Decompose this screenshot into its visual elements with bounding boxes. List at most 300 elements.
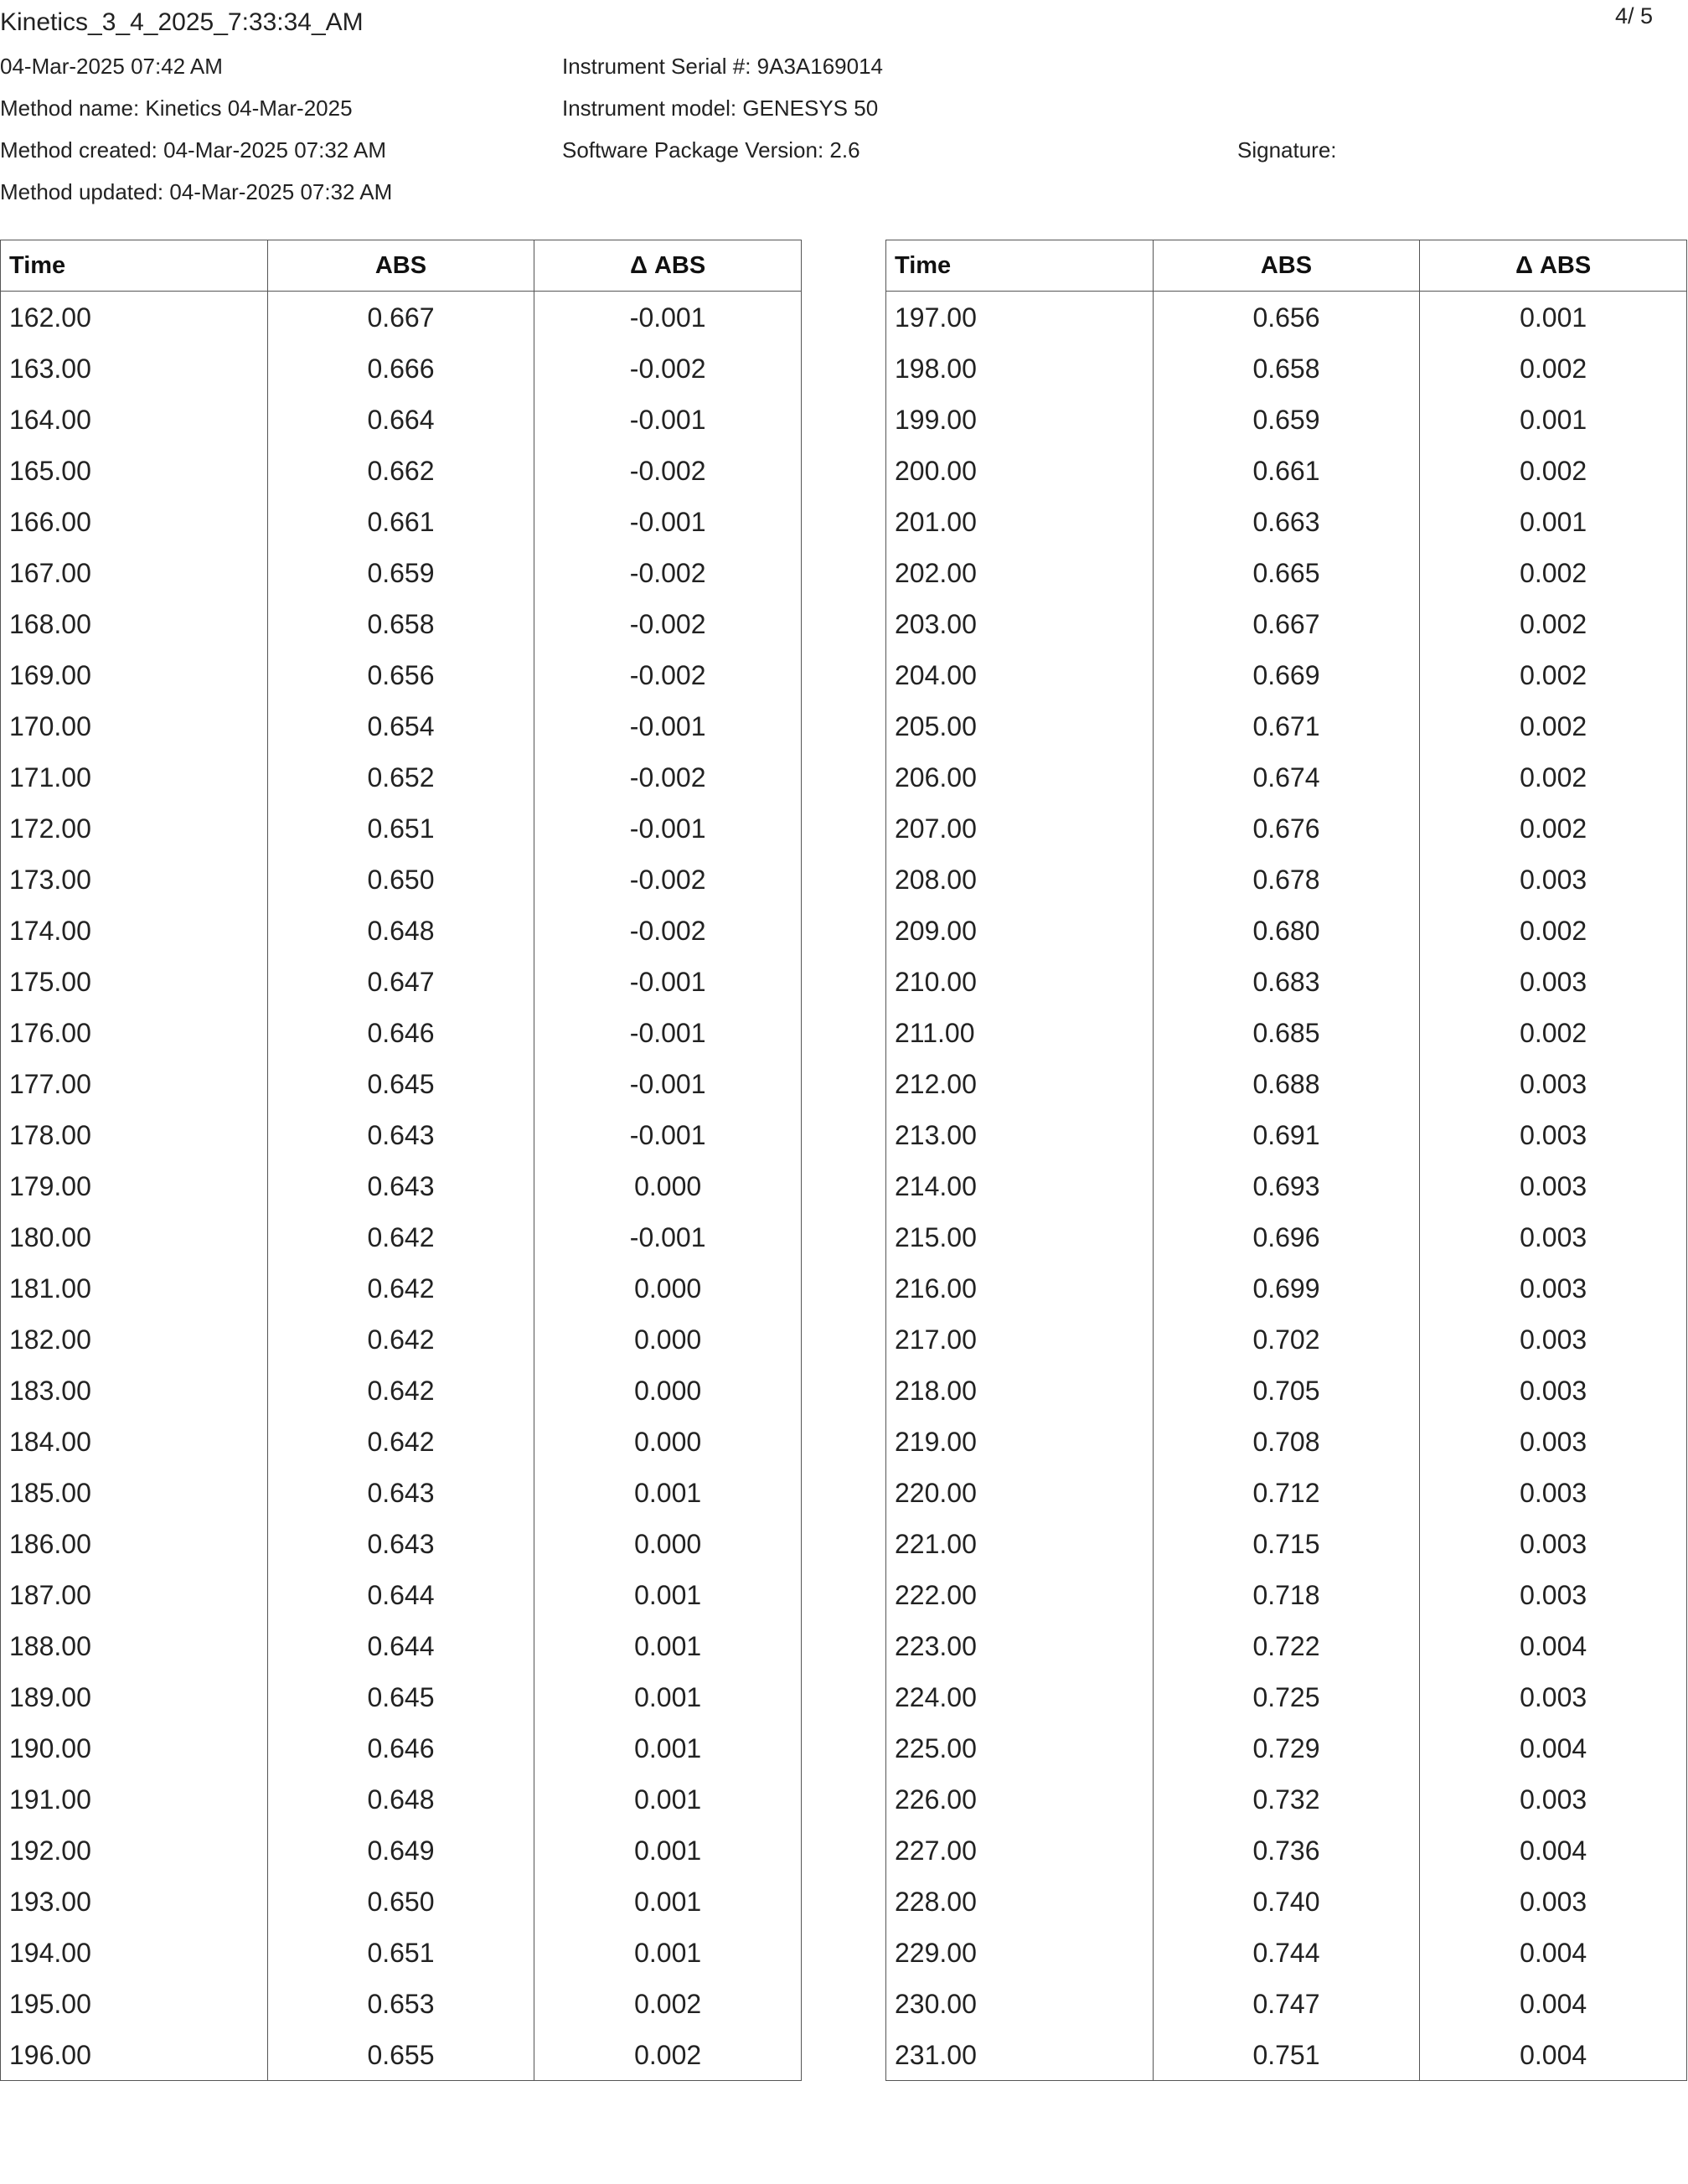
- delta-abs-cell: 0.004: [1420, 1927, 1687, 1978]
- abs-cell: 0.705: [1153, 1365, 1420, 1416]
- abs-cell: 0.693: [1153, 1160, 1420, 1211]
- table-row: [1, 1927, 802, 1978]
- abs-cell: 0.663: [1153, 496, 1420, 547]
- delta-abs-cell: 0.001: [534, 1825, 802, 1876]
- abs-cell: 0.647: [267, 956, 534, 1007]
- delta-abs-cell: 0.004: [1420, 1620, 1687, 1671]
- time-cell: 187.00: [1, 1569, 268, 1620]
- table-row: [1, 1825, 802, 1876]
- time-cell: 198.00: [886, 343, 1154, 394]
- time-cell: 199.00: [886, 394, 1154, 445]
- table-row: [886, 1774, 1687, 1825]
- abs-cell: 0.664: [267, 394, 534, 445]
- table-header-row: [1, 240, 802, 292]
- abs-cell: 0.718: [1153, 1569, 1420, 1620]
- time-cell: 163.00: [1, 343, 268, 394]
- abs-cell: 0.680: [1153, 905, 1420, 956]
- abs-cell: 0.646: [267, 1722, 534, 1774]
- abs-cell: 0.645: [267, 1058, 534, 1109]
- table-row: [886, 1876, 1687, 1927]
- method-created: Method created: 04-Mar-2025 07:32 AM: [0, 137, 387, 163]
- abs-cell: 0.643: [267, 1160, 534, 1211]
- abs-cell: 0.643: [267, 1518, 534, 1569]
- abs-column-header: ABS: [1153, 240, 1420, 292]
- time-cell: 228.00: [886, 1876, 1154, 1927]
- delta-abs-cell: 0.003: [1420, 1058, 1687, 1109]
- delta-abs-cell: 0.002: [1420, 598, 1687, 649]
- delta-abs-cell: -0.002: [534, 649, 802, 700]
- time-cell: 226.00: [886, 1774, 1154, 1825]
- abs-cell: 0.658: [1153, 343, 1420, 394]
- time-cell: 229.00: [886, 1927, 1154, 1978]
- time-cell: 192.00: [1, 1825, 268, 1876]
- table-row: [1, 1365, 802, 1416]
- abs-cell: 0.715: [1153, 1518, 1420, 1569]
- delta-abs-cell: 0.003: [1420, 1365, 1687, 1416]
- delta-abs-cell: 0.003: [1420, 1467, 1687, 1518]
- table-row: [886, 1467, 1687, 1518]
- abs-cell: 0.676: [1153, 803, 1420, 854]
- table-row: [1, 1620, 802, 1671]
- table-row: [1, 1774, 802, 1825]
- table-row: [1, 1160, 802, 1211]
- table-row: [886, 343, 1687, 394]
- table-row: [1, 496, 802, 547]
- table-row: [886, 1416, 1687, 1467]
- time-cell: 190.00: [1, 1722, 268, 1774]
- abs-cell: 0.650: [267, 854, 534, 905]
- delta-abs-cell: 0.002: [1420, 343, 1687, 394]
- abs-cell: 0.659: [267, 547, 534, 598]
- table-row: [886, 496, 1687, 547]
- delta-abs-cell: 0.000: [534, 1416, 802, 1467]
- delta-abs-cell: 0.004: [1420, 1722, 1687, 1774]
- delta-abs-cell: -0.001: [534, 956, 802, 1007]
- instrument-model: Instrument model: GENESYS 50: [562, 96, 879, 121]
- table-row: [886, 1007, 1687, 1058]
- abs-cell: 0.646: [267, 1007, 534, 1058]
- table-row: [886, 956, 1687, 1007]
- table-row: [886, 854, 1687, 905]
- time-cell: 211.00: [886, 1007, 1154, 1058]
- delta-abs-cell: -0.002: [534, 751, 802, 803]
- time-column-header: Time: [886, 240, 1154, 292]
- delta-abs-cell: -0.001: [534, 1007, 802, 1058]
- empty-cell: [534, 2080, 802, 2081]
- abs-cell: 0.725: [1153, 1671, 1420, 1722]
- delta-abs-cell: 0.002: [1420, 649, 1687, 700]
- abs-cell: 0.648: [267, 905, 534, 956]
- table-row: [886, 1058, 1687, 1109]
- time-cell: 183.00: [1, 1365, 268, 1416]
- abs-cell: 0.642: [267, 1262, 534, 1314]
- delta-abs-cell: 0.003: [1420, 1774, 1687, 1825]
- abs-cell: 0.736: [1153, 1825, 1420, 1876]
- delta-abs-cell: 0.001: [534, 1876, 802, 1927]
- table-row: [886, 1518, 1687, 1569]
- delta-abs-cell: 0.003: [1420, 1109, 1687, 1160]
- delta-abs-cell: -0.002: [534, 445, 802, 496]
- abs-cell: 0.652: [267, 751, 534, 803]
- instrument-serial: Instrument Serial #: 9A3A169014: [562, 54, 884, 79]
- page-number: 4/ 5: [1615, 3, 1654, 28]
- time-cell: 191.00: [1, 1774, 268, 1825]
- abs-cell: 0.696: [1153, 1211, 1420, 1262]
- time-cell: 166.00: [1, 496, 268, 547]
- time-cell: 193.00: [1, 1876, 268, 1927]
- delta-abs-cell: 0.001: [534, 1722, 802, 1774]
- delta-abs-cell: 0.002: [1420, 700, 1687, 751]
- time-cell: 162.00: [1, 292, 268, 343]
- delta-abs-cell: -0.001: [534, 496, 802, 547]
- table-row: [886, 1569, 1687, 1620]
- time-cell: 174.00: [1, 905, 268, 956]
- abs-cell: 0.654: [267, 700, 534, 751]
- delta-abs-cell: 0.003: [1420, 1416, 1687, 1467]
- delta-abs-cell: 0.003: [1420, 956, 1687, 1007]
- table-row: [1, 1262, 802, 1314]
- report-datetime: 04-Mar-2025 07:42 AM: [0, 54, 223, 79]
- delta-abs-cell: 0.000: [534, 1160, 802, 1211]
- time-cell: 223.00: [886, 1620, 1154, 1671]
- delta-abs-cell: 0.001: [534, 1620, 802, 1671]
- abs-cell: 0.685: [1153, 1007, 1420, 1058]
- table-row: [1, 1007, 802, 1058]
- data-table-right: [885, 240, 1687, 2081]
- delta-abs-cell: 0.001: [534, 1927, 802, 1978]
- time-cell: 225.00: [886, 1722, 1154, 1774]
- table-row: [1, 1722, 802, 1774]
- delta-abs-cell: 0.000: [534, 1262, 802, 1314]
- table-row: [1, 2029, 802, 2080]
- table-row: [886, 1314, 1687, 1365]
- delta-abs-cell: 0.003: [1420, 1160, 1687, 1211]
- time-cell: 169.00: [1, 649, 268, 700]
- time-cell: 216.00: [886, 1262, 1154, 1314]
- delta-abs-cell: 0.001: [1420, 292, 1687, 343]
- abs-cell: 0.650: [267, 1876, 534, 1927]
- table-row: [886, 649, 1687, 700]
- abs-cell: 0.732: [1153, 1774, 1420, 1825]
- abs-cell: 0.661: [267, 496, 534, 547]
- time-cell: 221.00: [886, 1518, 1154, 1569]
- delta-abs-cell: -0.001: [534, 1109, 802, 1160]
- delta-abs-cell: 0.001: [1420, 394, 1687, 445]
- table-header-row: [886, 240, 1687, 292]
- delta-abs-cell: -0.002: [534, 905, 802, 956]
- time-cell: 188.00: [1, 1620, 268, 1671]
- delta-abs-column-header: Δ ABS: [1420, 240, 1687, 292]
- table-row: [886, 1160, 1687, 1211]
- time-cell: 170.00: [1, 700, 268, 751]
- time-cell: 218.00: [886, 1365, 1154, 1416]
- time-cell: 227.00: [886, 1825, 1154, 1876]
- delta-abs-cell: 0.001: [534, 1569, 802, 1620]
- table-row: [886, 1927, 1687, 1978]
- table-row: [1, 905, 802, 956]
- abs-cell: 0.702: [1153, 1314, 1420, 1365]
- delta-abs-cell: 0.003: [1420, 1314, 1687, 1365]
- time-cell: 202.00: [886, 547, 1154, 598]
- abs-cell: 0.666: [267, 343, 534, 394]
- time-cell: 230.00: [886, 1978, 1154, 2029]
- time-cell: 219.00: [886, 1416, 1154, 1467]
- abs-cell: 0.678: [1153, 854, 1420, 905]
- delta-abs-cell: 0.000: [534, 1365, 802, 1416]
- abs-cell: 0.740: [1153, 1876, 1420, 1927]
- time-cell: 231.00: [886, 2029, 1154, 2080]
- time-cell: 179.00: [1, 1160, 268, 1211]
- abs-cell: 0.659: [1153, 394, 1420, 445]
- time-cell: 194.00: [1, 1927, 268, 1978]
- delta-abs-cell: 0.002: [1420, 751, 1687, 803]
- delta-abs-column-header: Δ ABS: [534, 240, 802, 292]
- abs-cell: 0.708: [1153, 1416, 1420, 1467]
- abs-cell: 0.712: [1153, 1467, 1420, 1518]
- table-row: [1, 649, 802, 700]
- delta-abs-cell: 0.002: [534, 2029, 802, 2080]
- table-row: [1, 854, 802, 905]
- delta-abs-cell: -0.001: [534, 1211, 802, 1262]
- table-row: [1, 1467, 802, 1518]
- time-cell: 200.00: [886, 445, 1154, 496]
- delta-abs-cell: 0.003: [1420, 854, 1687, 905]
- table-row: [886, 1825, 1687, 1876]
- abs-cell: 0.643: [267, 1109, 534, 1160]
- method-name: Method name: Kinetics 04-Mar-2025: [0, 96, 353, 121]
- abs-cell: 0.665: [1153, 547, 1420, 598]
- abs-cell: 0.642: [267, 1365, 534, 1416]
- table-row: [1, 956, 802, 1007]
- table-row: [1, 1211, 802, 1262]
- table-row: [1, 445, 802, 496]
- delta-abs-cell: 0.002: [534, 1978, 802, 2029]
- time-cell: 176.00: [1, 1007, 268, 1058]
- abs-cell: 0.645: [267, 1671, 534, 1722]
- delta-abs-cell: 0.003: [1420, 1518, 1687, 1569]
- time-cell: 213.00: [886, 1109, 1154, 1160]
- table-row: [1, 803, 802, 854]
- abs-cell: 0.642: [267, 1416, 534, 1467]
- delta-abs-cell: 0.001: [534, 1671, 802, 1722]
- abs-cell: 0.744: [1153, 1927, 1420, 1978]
- abs-cell: 0.662: [267, 445, 534, 496]
- abs-cell: 0.642: [267, 1211, 534, 1262]
- abs-cell: 0.722: [1153, 1620, 1420, 1671]
- table-row: [886, 1109, 1687, 1160]
- delta-abs-cell: -0.001: [534, 700, 802, 751]
- table-row: [1, 547, 802, 598]
- table-row: [886, 803, 1687, 854]
- delta-abs-cell: 0.002: [1420, 547, 1687, 598]
- time-cell: 172.00: [1, 803, 268, 854]
- abs-cell: 0.667: [267, 292, 534, 343]
- time-cell: 171.00: [1, 751, 268, 803]
- time-cell: 184.00: [1, 1416, 268, 1467]
- time-cell: 210.00: [886, 956, 1154, 1007]
- delta-abs-cell: -0.002: [534, 547, 802, 598]
- abs-cell: 0.729: [1153, 1722, 1420, 1774]
- abs-cell: 0.644: [267, 1569, 534, 1620]
- table-row: [1, 1314, 802, 1365]
- delta-abs-cell: 0.003: [1420, 1262, 1687, 1314]
- time-cell: 207.00: [886, 803, 1154, 854]
- table-row: [886, 1722, 1687, 1774]
- abs-cell: 0.643: [267, 1467, 534, 1518]
- time-cell: 201.00: [886, 496, 1154, 547]
- time-cell: 212.00: [886, 1058, 1154, 1109]
- table-row: [1, 1518, 802, 1569]
- delta-abs-cell: -0.002: [534, 854, 802, 905]
- delta-abs-cell: -0.001: [534, 292, 802, 343]
- time-cell: 181.00: [1, 1262, 268, 1314]
- time-cell: 215.00: [886, 1211, 1154, 1262]
- abs-cell: 0.642: [267, 1314, 534, 1365]
- delta-abs-cell: 0.003: [1420, 1876, 1687, 1927]
- delta-abs-cell: 0.004: [1420, 2029, 1687, 2080]
- time-cell: 214.00: [886, 1160, 1154, 1211]
- abs-cell: 0.651: [267, 803, 534, 854]
- delta-abs-cell: 0.002: [1420, 803, 1687, 854]
- time-cell: 209.00: [886, 905, 1154, 956]
- time-cell: 197.00: [886, 292, 1154, 343]
- time-cell: 206.00: [886, 751, 1154, 803]
- table-row: [886, 1365, 1687, 1416]
- time-cell: 177.00: [1, 1058, 268, 1109]
- table-row: [886, 1620, 1687, 1671]
- abs-cell: 0.656: [1153, 292, 1420, 343]
- time-cell: 203.00: [886, 598, 1154, 649]
- abs-cell: 0.667: [1153, 598, 1420, 649]
- abs-cell: 0.661: [1153, 445, 1420, 496]
- delta-abs-cell: 0.003: [1420, 1569, 1687, 1620]
- abs-cell: 0.671: [1153, 700, 1420, 751]
- abs-cell: 0.651: [267, 1927, 534, 1978]
- delta-abs-cell: -0.001: [534, 803, 802, 854]
- time-cell: 168.00: [1, 598, 268, 649]
- delta-abs-cell: 0.001: [1420, 496, 1687, 547]
- table-row: [886, 445, 1687, 496]
- method-updated: Method updated: 04-Mar-2025 07:32 AM: [0, 179, 393, 204]
- abs-cell: 0.683: [1153, 956, 1420, 1007]
- delta-abs-cell: -0.001: [534, 394, 802, 445]
- delta-abs-cell: 0.002: [1420, 445, 1687, 496]
- time-cell: 195.00: [1, 1978, 268, 2029]
- table-row: [1, 394, 802, 445]
- delta-abs-cell: 0.000: [534, 1314, 802, 1365]
- abs-cell: 0.691: [1153, 1109, 1420, 1160]
- time-cell: 165.00: [1, 445, 268, 496]
- abs-cell: 0.674: [1153, 751, 1420, 803]
- table-row: [886, 1211, 1687, 1262]
- empty-cell: [267, 2080, 534, 2081]
- delta-abs-cell: 0.002: [1420, 905, 1687, 956]
- abs-cell: 0.699: [1153, 1262, 1420, 1314]
- table-row: [886, 1262, 1687, 1314]
- abs-cell: 0.653: [267, 1978, 534, 2029]
- table-row: [886, 1671, 1687, 1722]
- table-row: [886, 751, 1687, 803]
- delta-abs-cell: -0.002: [534, 598, 802, 649]
- table-row: [1, 1058, 802, 1109]
- table-row: [1, 1416, 802, 1467]
- delta-abs-cell: -0.002: [534, 343, 802, 394]
- empty-cell: [1153, 2080, 1420, 2081]
- table-row: [886, 2029, 1687, 2080]
- table-row: [886, 1978, 1687, 2029]
- table-row: [1, 343, 802, 394]
- empty-cell: [1, 2080, 268, 2081]
- time-cell: 182.00: [1, 1314, 268, 1365]
- document-title: Kinetics_3_4_2025_7:33:34_AM: [0, 8, 364, 36]
- table-row: [1, 1109, 802, 1160]
- time-cell: 220.00: [886, 1467, 1154, 1518]
- abs-cell: 0.747: [1153, 1978, 1420, 2029]
- table-row: [1, 598, 802, 649]
- signature-label: Signature:: [1237, 137, 1337, 163]
- table-filler-row: [886, 2080, 1687, 2081]
- table-row: [1, 751, 802, 803]
- table-row: [886, 547, 1687, 598]
- table-row: [886, 905, 1687, 956]
- time-cell: 222.00: [886, 1569, 1154, 1620]
- delta-abs-cell: 0.000: [534, 1518, 802, 1569]
- delta-abs-cell: -0.001: [534, 1058, 802, 1109]
- abs-cell: 0.669: [1153, 649, 1420, 700]
- time-cell: 196.00: [1, 2029, 268, 2080]
- abs-column-header: ABS: [267, 240, 534, 292]
- time-cell: 185.00: [1, 1467, 268, 1518]
- table-row: [1, 1569, 802, 1620]
- empty-cell: [886, 2080, 1154, 2081]
- table-row: [886, 598, 1687, 649]
- delta-abs-cell: 0.004: [1420, 1825, 1687, 1876]
- table-row: [1, 1671, 802, 1722]
- time-cell: 180.00: [1, 1211, 268, 1262]
- time-cell: 178.00: [1, 1109, 268, 1160]
- table-row: [886, 700, 1687, 751]
- abs-cell: 0.644: [267, 1620, 534, 1671]
- table-row: [1, 700, 802, 751]
- abs-cell: 0.648: [267, 1774, 534, 1825]
- time-cell: 164.00: [1, 394, 268, 445]
- delta-abs-cell: 0.001: [534, 1774, 802, 1825]
- empty-cell: [1420, 2080, 1687, 2081]
- time-cell: 224.00: [886, 1671, 1154, 1722]
- abs-cell: 0.656: [267, 649, 534, 700]
- time-cell: 208.00: [886, 854, 1154, 905]
- table-row: [1, 1978, 802, 2029]
- time-cell: 189.00: [1, 1671, 268, 1722]
- time-cell: 175.00: [1, 956, 268, 1007]
- delta-abs-cell: 0.002: [1420, 1007, 1687, 1058]
- delta-abs-cell: 0.003: [1420, 1211, 1687, 1262]
- delta-abs-cell: 0.003: [1420, 1671, 1687, 1722]
- table-row: [886, 292, 1687, 343]
- abs-cell: 0.751: [1153, 2029, 1420, 2080]
- abs-cell: 0.688: [1153, 1058, 1420, 1109]
- time-cell: 204.00: [886, 649, 1154, 700]
- table-row: [886, 394, 1687, 445]
- software-version: Software Package Version: 2.6: [562, 137, 860, 163]
- table-row: [1, 1876, 802, 1927]
- time-cell: 186.00: [1, 1518, 268, 1569]
- time-cell: 173.00: [1, 854, 268, 905]
- table-row: [1, 292, 802, 343]
- time-column-header: Time: [1, 240, 268, 292]
- time-cell: 167.00: [1, 547, 268, 598]
- abs-cell: 0.658: [267, 598, 534, 649]
